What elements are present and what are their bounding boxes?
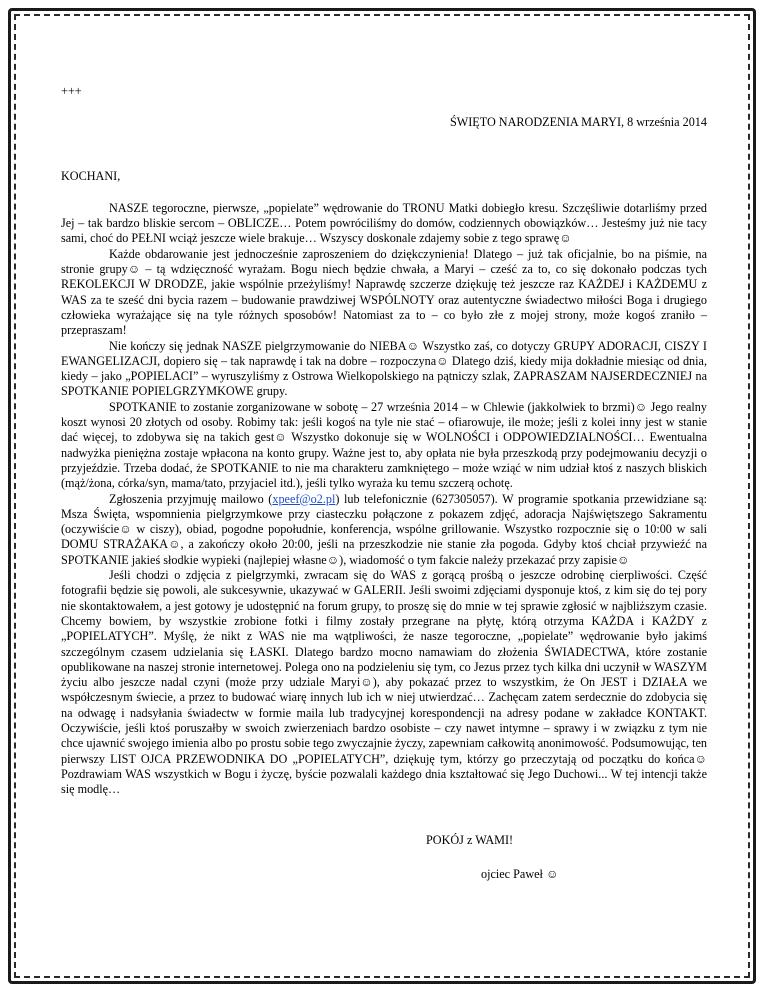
letter-body xyxy=(61,84,707,882)
paragraph-3: Nie kończy się jednak NASZE pielgrzymowanie do NIEBA☺ Wszystko zaś, co dotyczy GRUPY ADORACJI, CISZY I EWANGELIZACJI, dopiero się – tak naprawdę i tak na dobre – rozpoczyna☺ Dlatego dziś, kiedy mija dokładnie miesiąc od dnia, kiedy – jako „POPIELACI” – wyruszyliśmy z Ostrowa Wielkopolskiego na pątniczy szlak, ZAPRASZAM NAJSERDECZNIEJ na SPOTKANIE POPIELGRZYMKOWE grupy. xyxy=(61,338,707,399)
crosses-header: +++ xyxy=(61,84,82,98)
signature: ojciec Paweł ☺ xyxy=(481,866,559,881)
email-link[interactable]: xpeef@o2.pl xyxy=(272,491,336,506)
paragraph-6: Jeśli chodzi o zdjęcia z pielgrzymki, zwracam się do WAS z gorącą prośbą o jeszcze odrobinę cierpliwości. Część fotografii będzie się powoli, ale sukcesywnie, ukazywać w GALERII. Jeśli swoimi zdjęciami dysponuje ktoś, z kim się do tej pory nie skontaktowałem, a jest gotowy je udostępnić na forum grupy, to proszę się do mnie w tej sprawie zgłosić w najbliższym czasie. Chcemy bowiem, by wszystkie zrobione fotki i filmy zostały przegrane na płytę, którą otrzyma KAŻDA i KAŻDY z „POPIELATYCH”. Myślę, że nikt z WAS nie ma wątpliwości, że nasze tegoroczne, „popielate” wędrowanie było jakimś szczególnym czasem udzielania się ŁASKI. Dlatego bardzo mocno namawiam do złożenia ŚWIADECTWA, które zostanie opublikowane na naszej stronie internetowej. Polega ono na podzieleniu się tym, co Jezus przez tych kilka dni uczynił w WASZYM życiu albo jeszcze nadal czyni (może przy udziale Maryi☺), aby pokazać przez to wszystkim, że On JEST i DZIAŁA we współczesnym świecie, a przez to budować wiarę innych lub ich w niej utwierdzać… Zachęcam zatem serdecznie do zdobycia się na odwagę i nadsyłania świadectw w formie maila lub tradycyjnej korespondencji na adresy podane w zakładce KONTAKT. Oczywiście, jeśli ktoś poruszałby w swoich zwierzeniach bardzo osobiste – czy nawet intymne – sprawy i w związku z tym nie chce ujawnić swojego imienia albo po prostu sobie tego zwyczajnie życzy, zapewniam całkowitą anonimowość. Podsumowując, ten pierwszy LIST OJCA PRZEWODNIKA DO „POPIELATYCH”, dziękuję tym, którzy go przeczytają od początku do końca☺ Pozdrawiam WAS wszystkich w Bogu i życzę, byście pozwalali każdego dnia kształtować się Jego Duchowi... W tej intencji także się modlę… xyxy=(61,568,707,797)
closing-peace: POKÓJ z WAMI! xyxy=(426,833,514,848)
paragraph-4: SPOTKANIE to zostanie zorganizowane w sobotę – 27 września 2014 – w Chlewie (jakkolwiek to brzmi)☺ Jego realny koszt wynosi 20 złotych od osoby. Robimy tak: jeśli kogoś na tyle nie stać – ofiarowuje, ile może; jeśli z kolei inny jest w stanie dać więcej, to zdobywa się na takich gest☺ Wszystko dokonuje się w WOLNOŚCI i ODPOWIEDZIALNOŚCI… Ewentualna nadwyżka pieniężna zostaje wpłacona na konto grupy. Ważne jest to, aby opłata nie była przeszkodą przy podejmowaniu decyzji o przyjeździe. Trzeba dodać, że SPOTKANIE to nie ma charakteru zamkniętego – może wziąć w nim udział ktoś z naszych bliskich (mąż/żona, córka/syn, mama/tato, przyjaciel itd.), jeśli tylko wyraża ku temu szczerą ochotę. xyxy=(61,399,707,491)
paragraph-1: NASZE tegoroczne, pierwsze, „popielate” wędrowanie do TRONU Matki dobiegło kresu. Szczęśliwie dotarliśmy przed Jej – tak bardzo bliskie sercom – OBLICZE… Potem powróciliśmy do domów, codziennych obowiązków… Jesteśmy już nie tacy sami, choć do PEŁNI wciąż jeszcze wiele brakuje… Wszyscy doskonale zdajemy sobie z tego sprawę☺ xyxy=(61,200,707,246)
date-line: ŚWIĘTO NARODZENIA MARYI, 8 września 2014 xyxy=(449,115,707,130)
paragraph-5 xyxy=(61,492,707,568)
greeting: KOCHANI, xyxy=(61,168,121,183)
paragraph-2: Każde obdarowanie jest jednocześnie zaproszeniem do dziękczynienia! Dlatego – już tak oficjalnie, bo na piśmie, na stronie grupy☺ – tą wdzięczność wyrażam. Bogu niech będzie chwała, a Maryi – cześć za to, co się dokonało podczas tych REKOLEKCJI W DRODZE, jakie wspólnie przeżyliśmy! Naprawdę szczerze dziękuję też jeszcze raz KAŻDEJ i KAŻDEMU z WAS za te sześć dni bycia razem – budowanie prawdziwej WSPÓLNOTY oraz autentyczne świadectwo miłości Boga i drugiego człowieka wyrażające się na tyle różnych sposobów! Natomiast za to – co było złe z mojej strony, może kogoś zraniło – przepraszam! xyxy=(61,246,707,338)
p5-text-before: Zgłoszenia przyjmuję mailowo ( xyxy=(109,491,273,506)
p5-text-after: ) lub telefonicznie (627305057). W programie spotkania przewidziane są: Msza Święta, wspomnienia pielgrzymkowe przy ciasteczku połączone z pokazem zdjęć, adoracja Najświętszego Sakramentu (oczywiście☺ w ciszy), obiad, pogodne popołudnie, konferencja, wspólne grillowanie. Wszystko rozpocznie się o 10:00 w sali DOMU STRAŻAKA☺, a zakończy około 20:00, jeśli na przeszkodzie nie stanie zła pogoda. Gdyby ktoś chciał przywieźć na SPOTKANIE jakieś słodkie wypieki (najlepiej własne☺), wiadomość o tym fakcie należy przekazać przy zapisie☺ xyxy=(61,491,707,567)
